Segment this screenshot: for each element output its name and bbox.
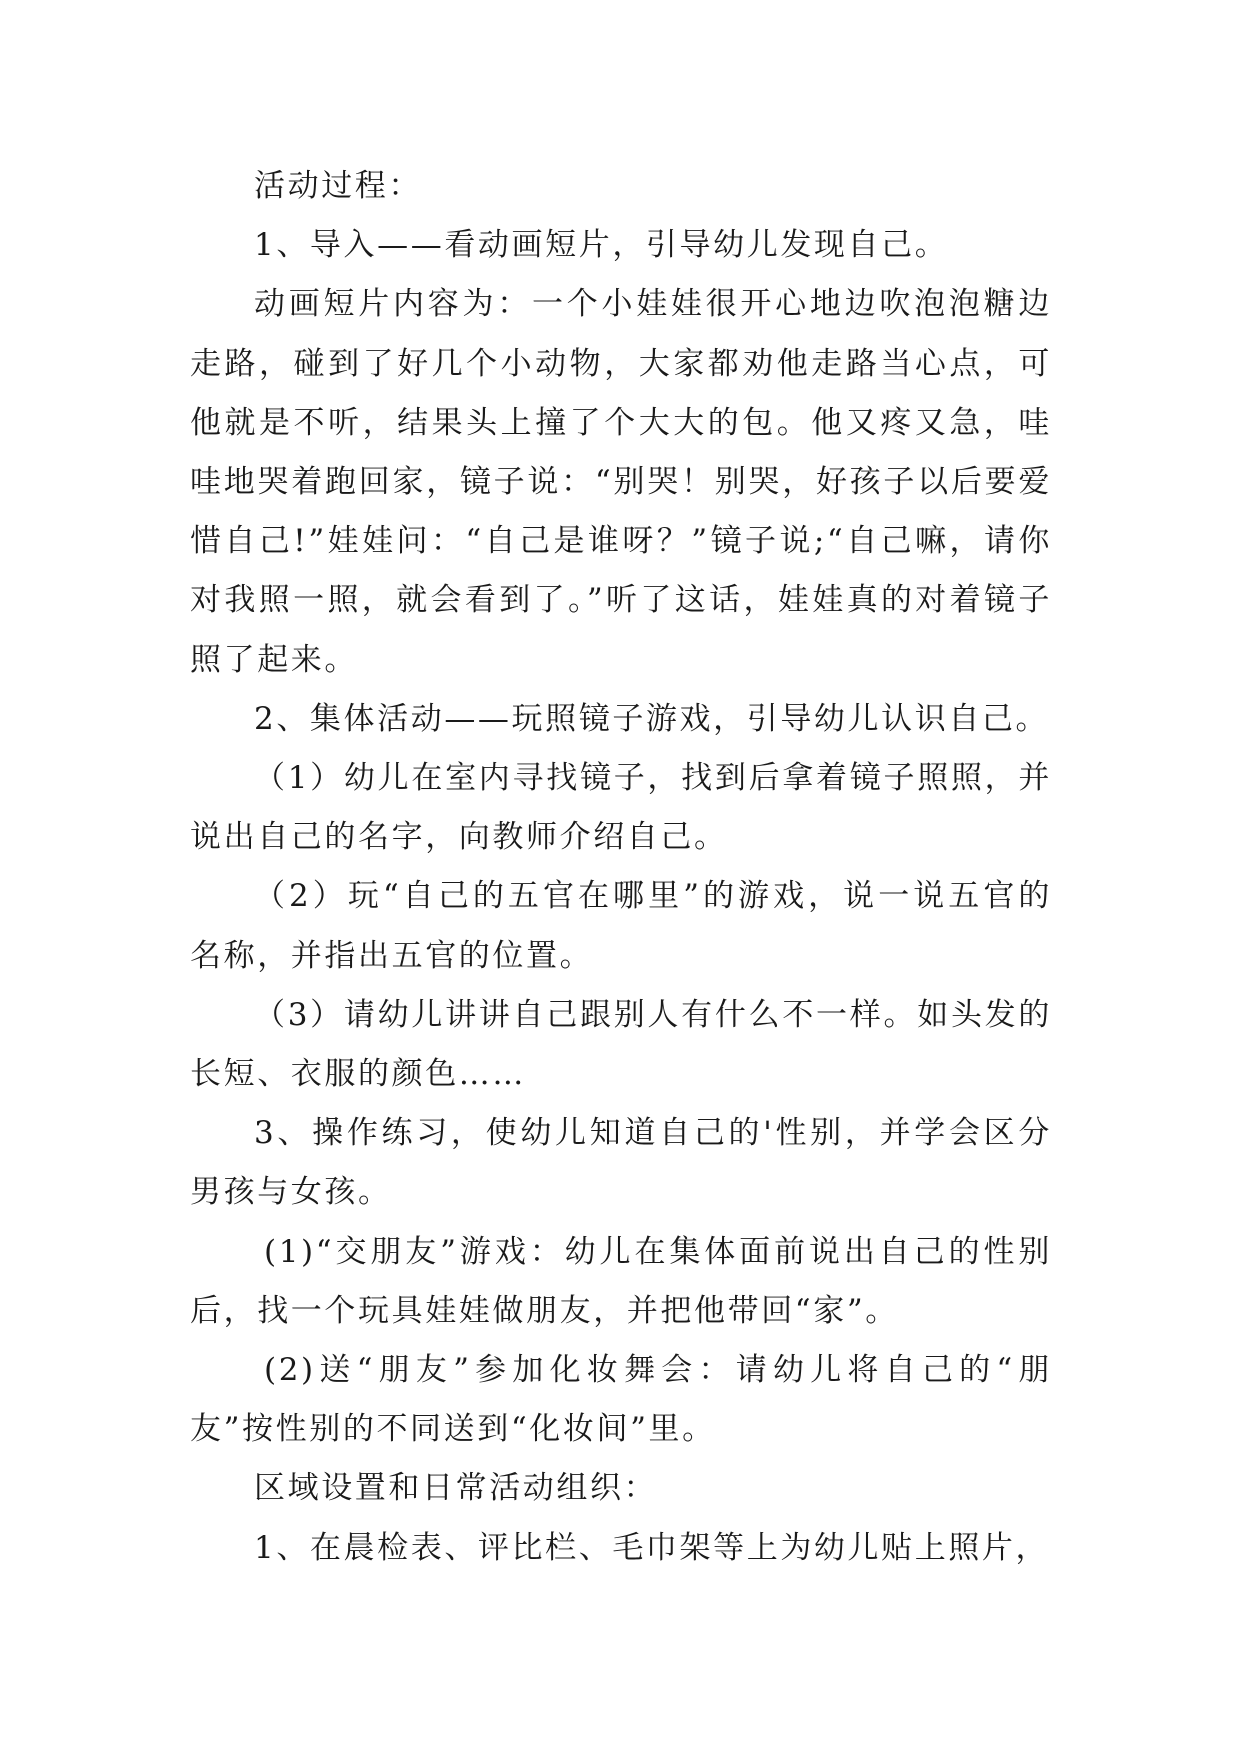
document-page <box>190 157 1052 1578</box>
step-2-paragraph: 2、集体活动——玩照镜子游戏，引导幼儿认识自己。 <box>254 700 1050 737</box>
heading-activity-process: 活动过程： <box>254 168 422 204</box>
step-2-2-paragraph: （2）玩“自己的五官在哪里”的游戏，说一说五官的名称，并指出五官的位置。 <box>190 878 1052 974</box>
step-2-1-paragraph: （1）幼儿在室内寻找镜子，找到后拿着镜子照照，并说出自己的名字，向教师介绍自己。 <box>190 760 1052 856</box>
step-2-3-paragraph: （3）请幼儿讲讲自己跟别人有什么不一样。如头发的长短、衣服的颜色…… <box>190 996 1052 1093</box>
animation-content-paragraph: 动画短片内容为：一个小娃娃很开心地边吹泡泡糖边走路，碰到了好几个小动物，大家都劝他走路当心点，可他就是不听，结果头上撞了个大大的包。他又疼又急，哇哇地哭着跑回家，镜子说：“别哭！别哭，好孩子以后要爱惜自己!”娃娃问：“自己是谁呀？”镜子说;“自己嘛，请你对我照一照，就会看到了。”听了这话，娃娃真的对着镜子照了起来。 <box>190 286 1052 678</box>
step-3-2-paragraph: (2)送“朋友”参加化妆舞会：请幼儿将自己的“朋友”按性别的不同送到“化妆间”里。 <box>190 1352 1052 1448</box>
step-3-1-paragraph: (1)“交朋友”游戏：幼儿在集体面前说出自己的性别后，找一个玩具娃娃做朋友，并把他带回“家”。 <box>190 1233 1052 1329</box>
area-item-1-paragraph: 1、在晨检表、评比栏、毛巾架等上为幼儿贴上照片， <box>254 1529 1050 1566</box>
heading-area-setup: 区域设置和日常活动组织： <box>254 1470 658 1507</box>
step-1-paragraph: 1、导入——看动画短片，引导幼儿发现自己。 <box>254 227 949 264</box>
step-3-paragraph: 3、操作练习，使幼儿知道自己的'性别，并学会区分男孩与女孩。 <box>190 1115 1052 1211</box>
